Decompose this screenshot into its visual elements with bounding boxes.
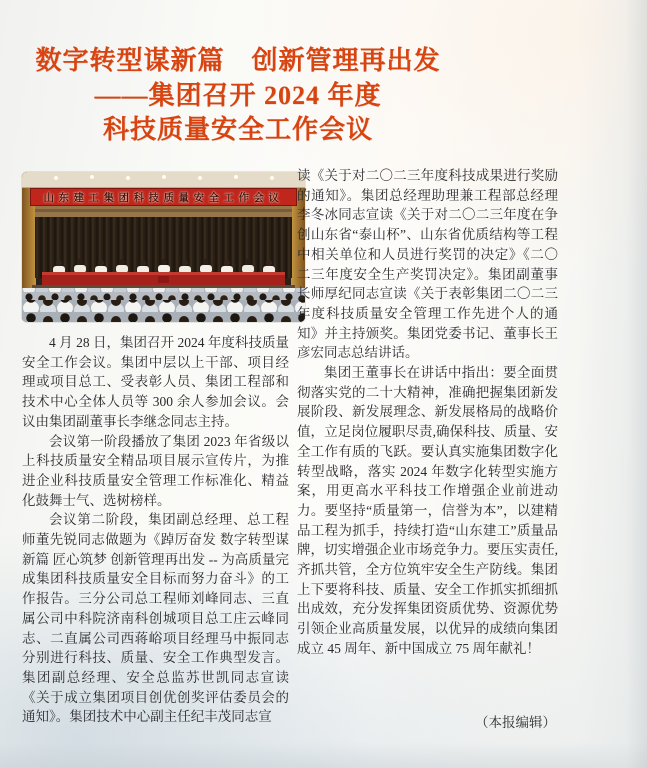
paragraph-right-1: 读《关于对二〇二三年度科技成果进行奖励的通知》。集团总经理助理兼工程部总经理李冬冰同志宣读《关于对二〇二三年度在争创山东省“泰山杯”、山东省优质结构等工程中相关单位和人员进行奖罚的决定》《二〇二三年度安全生产奖罚决定》。集团副董事长师厚纪同志宣读《关于表彰集团二〇二三年度科技质量安全管理工作先进个人的通知》并主持颁奖。集团党委书记、董事长王彦宏同志总结讲话。 <box>297 168 558 361</box>
paragraph-left-2: 会议第一阶段播放了集团 2023 年省级以上科技质量安全精品项目展示宣传片，为推进企业科技质量安全管理工作标准化、精益化鼓舞士气、选树榜样。 <box>22 433 289 508</box>
audience-front-rows <box>22 300 305 322</box>
right-column <box>297 166 558 731</box>
article-title <box>14 44 462 148</box>
conference-photo <box>22 172 305 322</box>
left-column <box>22 172 289 727</box>
ceiling <box>22 172 305 189</box>
paragraph-right-2: 集团王董事长在讲话中指出：要全面贯彻落实党的二十大精神，准确把握集团新发展阶段、新发展理念、新发展格局的战略价值，立足岗位履职尽责,确保科技、质量、安全工作有质的飞跃。要认真实施集团数字化转型战略，落实 2024 年数字化转型实施方案，用更高水平科技工作增强企业前进动力。要坚持“质量第一，信誉为本”，以建精品工程为抓手，持续打造“山东建工”质量品牌，切实增强企业市场竞争力。要压实责任,齐抓共管，全方位筑牢安全生产防线。集团上下要将科技、质量、安全工作抓实抓细抓出成效，充分发挥集团资质优势、资源优势引领企业高质量发展，以优异的成绩向集团成立 45 周年、新中国成立 75 周年献礼！ <box>297 365 558 656</box>
title-line-3: 科技质量安全工作会议 <box>102 115 373 144</box>
paragraph-left-3: 会议第二阶段，集团副总经理、总工程师董先锐同志做题为《踔厉奋发 数字转型谋新篇 匠心筑梦 创新管理再出发 -- 为高质量完成集团科技质量安全目标而努力奋斗》的工作报告。三分公司总工程师刘峰同志、三直属公司中科院济南科创城项目总工庄云峰同志、二直属公司西蒋峪项目经理马中振同志分别进行科技、质量、安全工作典型发言。集团副总经理、安全总监苏世凯同志宣读《关于成立集团项目创优创奖评估委员会的通知》。集团技术中心副主任纪丰茂同志宣 <box>22 512 289 725</box>
photo-banner: 山东建工集团科技质量安全工作会议 <box>30 188 297 206</box>
title-line-2: ——集团召开 2024 年度 <box>94 80 382 110</box>
title-line-1: 数字转型谋新篇 创新管理再出发 <box>35 46 441 75</box>
paragraph-left-1: 4 月 28 日，集团召开 2024 年度科技质量安全工作会议。集团中层以上干部、项目经理或项目总工、受表彰人员、集团工程部和技术中心全体人员等 300 余人参加会议。会议由集团副董事长李继念同志主持。 <box>22 335 289 429</box>
byline: （本报编辑） <box>475 714 556 730</box>
